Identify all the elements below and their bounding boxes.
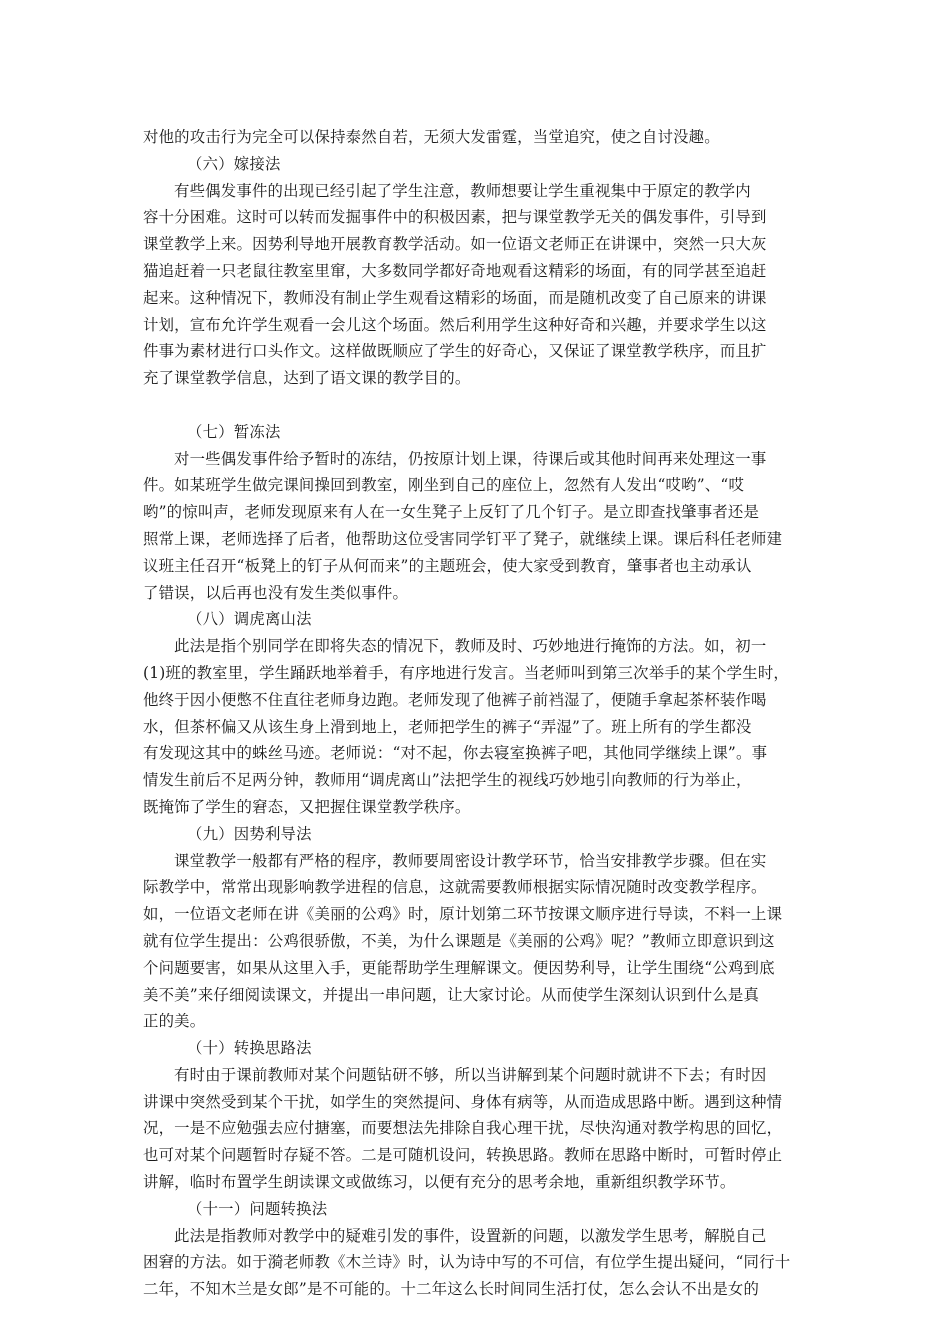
paragraph-line: 件事为素材进行口头作文。这样做既顺应了学生的好奇心，又保证了课堂教学秩序，而且扩 [143,342,767,361]
paragraph-line: 讲解，临时布置学生朗读课文或做练习，以便有充分的思考余地，重新组织教学环节。 [143,1173,736,1192]
paragraph-line: 个问题要害，如果从这里入手，更能帮助学生理解课文。便因势利导，让学生围绕“公鸡到底 [143,958,775,977]
paragraph-line: (1)班的教室里，学生踊跃地举着手，有序地进行发言。当老师叫到第三次举手的某个学生时， [143,663,790,682]
paragraph-line: 猫追赶着一只老鼠往教室里窜，大多数同学都好奇地观看这精彩的场面，有的同学甚至追赶 [143,261,767,280]
paragraph-line: 对他的攻击行为完全可以保持泰然自若，无须大发雷霆，当堂追究，使之自讨没趣。 [143,128,720,146]
section-heading: （八）调虎离山法 [187,610,312,629]
paragraph-line: 此法是指教师对教学中的疑难引发的事件，设置新的问题，以激发学生思考，解脱自己 [174,1226,767,1245]
paragraph-line: 议班主任召开“板凳上的钉子从何而来”的主题班会，使大家受到教育，肇事者也主动承认 [143,556,752,575]
paragraph-line: 水，但茶杯偏又从该生身上滑到地上，老师把学生的裤子“弄湿”了。班上所有的学生都没 [143,717,752,736]
section-heading: （九）因势利导法 [187,824,312,843]
paragraph-line: 二年，不知木兰是女郎”是不可能的。十二年这么长时间同生活打仗，怎么会认不出是女的 [143,1280,760,1299]
paragraph-line: 就有位学生提出：公鸡很骄傲，不美，为什么课题是《美丽的公鸡》呢？”教师立即意识到这 [143,931,775,950]
paragraph-line: 对一些偶发事件给予暂时的冻结，仍按原计划上课，待课后或其他时间再来处理这一事 [174,449,767,468]
paragraph-line: 讲课中突然受到某个干扰，如学生的突然提问、身体有病等，从而造成思路中断。遇到这种情 [143,1092,783,1111]
document-page [143,124,811,1303]
paragraph-line: 有时由于课前教师对某个问题钻研不够，所以当讲解到某个问题时就讲不下去；有时因 [174,1065,767,1084]
paragraph-line: 况，一是不应勉强去应付搪塞，而要想法先排除自我心理干扰，尽快沟通对教学构思的回忆， [143,1119,783,1138]
blank-line [143,392,811,419]
paragraph-line: 照常上课，老师选择了后者，他帮助这位受害同学钉平了凳子，就继续上课。课后科任老师建 [143,529,783,548]
paragraph-line: 如，一位语文老师在讲《美丽的公鸡》时，原计划第二环节按课文顺序进行导读，不料一上课 [143,905,783,924]
paragraph-line: 既掩饰了学生的窘态，又把握住课堂教学秩序。 [143,797,471,816]
paragraph-line: 他终于因小便憋不住直往老师身边跑。老师发现了他裤子前裆湿了，便随手拿起茶杯装作喝 [143,690,767,709]
section-heading: （十一）问题转换法 [187,1199,328,1218]
section-heading: （六）嫁接法 [187,154,281,173]
section-heading: （七）暂冻法 [187,422,281,441]
paragraph-line: 际教学中，常常出现影响教学进程的信息，这就需要教师根据实际情况随时改变教学程序。 [143,878,767,897]
paragraph-line: 正的美。 [143,1012,206,1031]
paragraph-line: 课堂教学上来。因势利导地开展教育教学活动。如一位语文老师正在讲课中，突然一只大灰 [143,235,767,254]
paragraph-line: 有些偶发事件的出现已经引起了学生注意，教师想要让学生重视集中于原定的教学内 [174,181,751,200]
paragraph-line: 此法是指个别同学在即将失态的情况下，教师及时、巧妙地进行掩饰的方法。如，初一 [174,637,767,656]
paragraph-line: 也可对某个问题暂时存疑不答。二是可随机设问，转换思路。教师在思路中断时，可暂时停止 [143,1146,783,1165]
paragraph-line: 了错误，以后再也没有发生类似事件。 [143,583,409,602]
paragraph-line: 哟”的惊叫声，老师发现原来有人在一女生凳子上反钉了几个钉子。是立即查找肇事者还是 [143,503,760,522]
paragraph-line: 有发现这其中的蛛丝马迹。老师说：“对不起，你去寝室换裤子吧，其他同学继续上课”。事 [143,744,768,763]
section-heading: （十）转换思路法 [187,1039,312,1058]
paragraph-line: 课堂教学一般都有严格的程序，教师要周密设计教学环节，恰当安排教学步骤。但在实 [174,851,767,870]
paragraph-line: 情发生前后不足两分钟，教师用“调虎离山”法把学生的视线巧妙地引向教师的行为举止， [143,771,752,790]
paragraph-line: 容十分困难。这时可以转而发掘事件中的积极因素，把与课堂教学无关的偶发事件，引导到 [143,208,767,227]
paragraph-line: 充了课堂教学信息，达到了语文课的教学目的。 [143,369,471,388]
paragraph-line: 起来。这种情况下，教师没有制止学生观看这精彩的场面，而是随机改变了自己原来的讲课 [143,288,767,307]
paragraph-line: 计划，宣布允许学生观看一会儿这个场面。然后利用学生这种好奇和兴趣，并要求学生以这 [143,315,767,334]
paragraph-line: 美不美”来仔细阅读课文，并提出一串问题，让大家讨论。从而使学生深刻认识到什么是真 [143,985,760,1004]
paragraph-line: 困窘的方法。如于漪老师教《木兰诗》时，认为诗中写的不可信，有位学生提出疑问，“同行十 [143,1253,791,1272]
paragraph-line: 件。如某班学生做完课间操回到教室，刚坐到自己的座位上，忽然有人发出“哎哟”、“哎 [143,476,745,495]
